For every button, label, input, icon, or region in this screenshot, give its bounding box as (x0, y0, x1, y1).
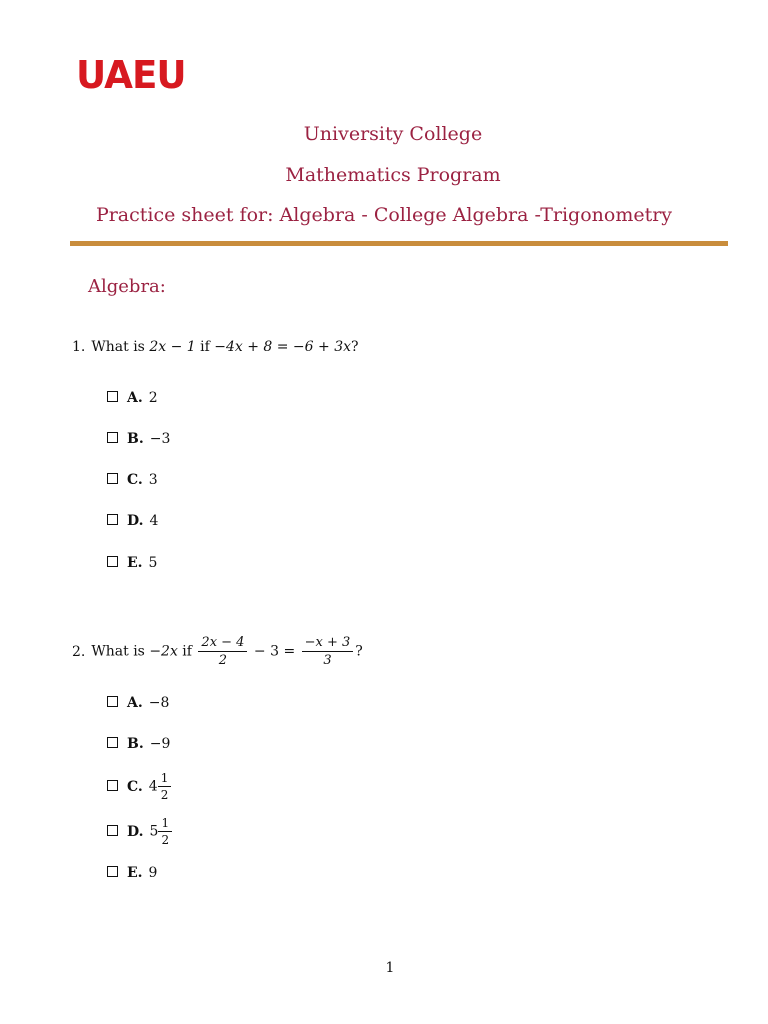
fraction (158, 817, 172, 846)
q1-option-b[interactable] (107, 432, 170, 446)
option-letter: A. (127, 695, 143, 711)
question-number: 1. (72, 339, 86, 355)
q1-option-c[interactable] (107, 473, 158, 487)
section-title-algebra: Algebra: (88, 276, 166, 297)
uaeu-logo: UAEU (76, 53, 186, 97)
option-letter: B. (127, 736, 144, 752)
q1-option-d[interactable] (107, 514, 158, 528)
q2-option-b[interactable] (107, 737, 170, 751)
q2-option-d[interactable] (107, 817, 174, 846)
fraction-numerator: 1 (158, 817, 172, 832)
checkbox-icon[interactable] (107, 737, 118, 748)
math-operator: − 3 = (249, 643, 300, 660)
fraction (302, 636, 354, 667)
fraction-denominator: 2 (218, 653, 228, 668)
question-mark: ? (351, 339, 359, 355)
math-expression: −2x (149, 643, 178, 660)
question-text: What is (91, 643, 150, 660)
fraction (158, 772, 172, 801)
program-name: Mathematics Program (285, 164, 501, 186)
checkbox-icon[interactable] (107, 780, 118, 791)
fraction-numerator: 1 (158, 772, 172, 787)
option-value: 4 (149, 513, 159, 529)
question-number: 2. (72, 643, 86, 660)
question-text: if (195, 339, 215, 355)
fraction (198, 636, 247, 667)
option-value: −3 (149, 431, 171, 447)
option-value: 2 (148, 390, 158, 406)
checkbox-icon[interactable] (107, 473, 118, 484)
checkbox-icon[interactable] (107, 825, 118, 836)
question-mark: ? (355, 643, 363, 660)
question-1 (72, 340, 359, 354)
option-value: −9 (149, 736, 171, 752)
fraction-denominator: 2 (161, 833, 170, 847)
page-number: 1 (385, 960, 395, 976)
checkbox-icon[interactable] (107, 514, 118, 525)
option-letter: D. (127, 823, 144, 840)
option-value: −8 (148, 695, 170, 711)
question-2 (72, 636, 363, 667)
header-divider (70, 241, 728, 246)
question-text: if (177, 643, 197, 660)
checkbox-icon[interactable] (107, 556, 118, 567)
checkbox-icon[interactable] (107, 432, 118, 443)
option-value: 3 (148, 472, 158, 488)
checkbox-icon[interactable] (107, 696, 118, 707)
option-value: 5 (148, 555, 158, 571)
q2-option-a[interactable] (107, 696, 169, 710)
fraction-numerator: 2x − 4 (198, 636, 247, 652)
math-expression: 2x − 1 (149, 339, 196, 355)
option-letter: E. (127, 555, 143, 571)
fraction-denominator: 2 (160, 788, 169, 802)
option-letter: A. (127, 390, 143, 406)
option-letter: D. (127, 513, 144, 529)
q1-option-a[interactable] (107, 391, 158, 405)
option-letter: C. (127, 778, 143, 795)
mixed-number-whole: 4 (148, 778, 158, 795)
option-letter: B. (127, 431, 144, 447)
option-value: 9 (148, 865, 158, 881)
q2-option-c[interactable] (107, 772, 173, 801)
q2-option-e[interactable] (107, 866, 157, 880)
college-name: University College (303, 123, 483, 145)
option-letter: C. (127, 472, 143, 488)
fraction-denominator: 3 (323, 653, 332, 668)
sheet-title: Practice sheet for: Algebra - College Algebra -Trigonometry (95, 204, 673, 226)
question-text: What is (91, 339, 150, 355)
checkbox-icon[interactable] (107, 391, 118, 402)
mixed-number-whole: 5 (149, 823, 159, 840)
checkbox-icon[interactable] (107, 866, 118, 877)
math-equation: −4x + 8 = −6 + 3x (214, 339, 351, 355)
q1-option-e[interactable] (107, 556, 157, 570)
option-letter: E. (127, 865, 143, 881)
fraction-numerator: −x + 3 (302, 636, 354, 652)
